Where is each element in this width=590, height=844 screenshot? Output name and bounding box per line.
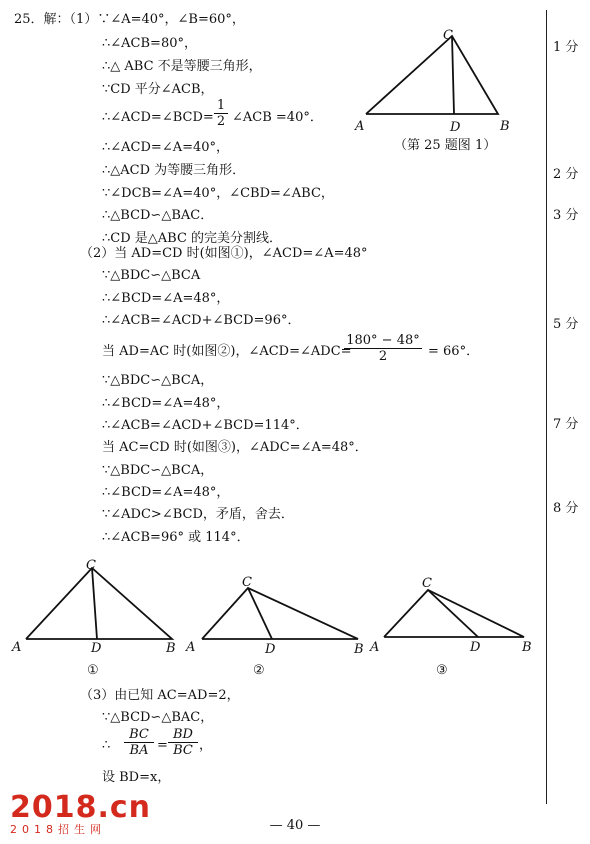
text-line: ∴△ ABC 不是等腰三角形， bbox=[102, 59, 262, 74]
figure-number: ② bbox=[253, 663, 265, 678]
text-line: ， bbox=[199, 738, 213, 753]
fig2-label-b: B bbox=[354, 642, 364, 657]
text-line: （3）由已知 AC=AD=2， bbox=[80, 688, 240, 703]
label-d: D bbox=[450, 120, 461, 135]
label-c: C bbox=[443, 28, 453, 43]
fig3-label-b: B bbox=[522, 640, 532, 655]
text-line: ∵∠DCB=∠A=40°，∠CBD=∠ABC， bbox=[102, 186, 334, 201]
fraction-half: $\frac{1}{2}$ bbox=[214, 98, 228, 129]
fig2-label-c: C bbox=[242, 575, 252, 590]
fraction-bc-ba: $\frac{BC}{BA}$ bbox=[124, 727, 154, 758]
text-line: 当 AD=AC 时(如图②)，∠ACD=∠ADC= bbox=[102, 344, 352, 359]
fig1-label-b: B bbox=[166, 641, 176, 656]
text-line: ∵△BDC∽△BCA bbox=[102, 268, 201, 283]
text-line: 25．解：（1）∵∠A=40°，∠B=60°， bbox=[14, 12, 245, 27]
figure-circle-3 bbox=[378, 582, 530, 642]
text-line: ∴△ACD 为等腰三角形． bbox=[102, 163, 246, 178]
text-line: ∵△BDC∽△BCA， bbox=[102, 373, 214, 388]
figure-1 bbox=[350, 26, 520, 138]
score-label: 5 分 bbox=[553, 317, 579, 332]
figure-circle-2 bbox=[196, 580, 366, 645]
fraction-angle: $\frac{180^\circ - 48^\circ}{2}$ bbox=[344, 333, 422, 364]
text-line: ∴∠BCD=∠A=48°， bbox=[102, 291, 230, 306]
score-label: 8 分 bbox=[553, 501, 579, 516]
figure-caption: （第 25 题图 1） bbox=[394, 138, 497, 153]
fraction-bd-bc: $\frac{BD}{BC}$ bbox=[168, 727, 198, 758]
text-line: ∴∠BCD=∠A=48°， bbox=[102, 396, 230, 411]
text-line: ∴∠ACD=∠A=40°， bbox=[102, 140, 230, 155]
fig2-label-d: D bbox=[265, 642, 276, 657]
text-line: = 66°． bbox=[428, 344, 480, 359]
text-line: ∴∠ACD=∠BCD= bbox=[102, 110, 214, 125]
label-b: B bbox=[500, 119, 510, 134]
text-line: ∵△BDC∽△BCA， bbox=[102, 463, 214, 478]
text-line: 当 AC=CD 时(如图③)，∠ADC=∠A=48°． bbox=[102, 440, 368, 455]
text-line: 设 BD=x， bbox=[102, 770, 171, 785]
fig1-label-c: C bbox=[86, 558, 96, 573]
margin-line bbox=[546, 10, 547, 804]
fig2-label-a: A bbox=[186, 640, 196, 655]
text-line: ∵∠ADC>∠BCD，矛盾，舍去． bbox=[102, 507, 294, 522]
watermark-logo bbox=[10, 790, 151, 837]
text-line: ∴∠ACB=∠ACD+∠BCD=96°． bbox=[102, 313, 301, 328]
figure-circle-1 bbox=[20, 560, 180, 645]
fig3-label-d: D bbox=[470, 640, 481, 655]
text-line: ∴CD 是△ABC 的完美分割线． bbox=[102, 231, 283, 246]
fig3-label-a: A bbox=[370, 640, 380, 655]
text-line: ∴∠BCD=∠A=48°， bbox=[102, 485, 230, 500]
text-line: ∠ACB =40°． bbox=[232, 110, 323, 125]
logo-small: 2018招生网 bbox=[10, 823, 106, 836]
text-line: ∴∠ACB=96° 或 114°． bbox=[102, 530, 250, 545]
text-line: （2）当 AD=CD 时(如图①)，∠ACD=∠A=48° bbox=[80, 246, 368, 261]
text-line: ∵CD 平分∠ACB， bbox=[102, 82, 214, 97]
text-line: ∴△BCD∽△BAC． bbox=[102, 208, 214, 223]
score-label: 7 分 bbox=[553, 417, 579, 432]
score-label: 3 分 bbox=[553, 208, 579, 223]
text-line: ∵△BCD∽△BAC， bbox=[102, 710, 214, 725]
logo-big: 2018.cn bbox=[10, 790, 152, 825]
score-label: 1 分 bbox=[553, 40, 579, 55]
equals-sign: = bbox=[157, 738, 168, 753]
score-label: 2 分 bbox=[553, 167, 579, 182]
figure-number: ① bbox=[87, 663, 99, 678]
text-line: ∴ bbox=[102, 738, 111, 753]
text-line: ∴∠ACB=80°， bbox=[102, 36, 197, 51]
fig1-label-a: A bbox=[12, 640, 22, 655]
figure-number: ③ bbox=[436, 663, 448, 678]
page-number: — 40 — bbox=[269, 818, 321, 833]
fig3-label-c: C bbox=[422, 576, 432, 591]
label-a: A bbox=[355, 119, 365, 134]
fig1-label-d: D bbox=[91, 641, 102, 656]
text-line: ∴∠ACB=∠ACD+∠BCD=114°． bbox=[102, 418, 309, 433]
